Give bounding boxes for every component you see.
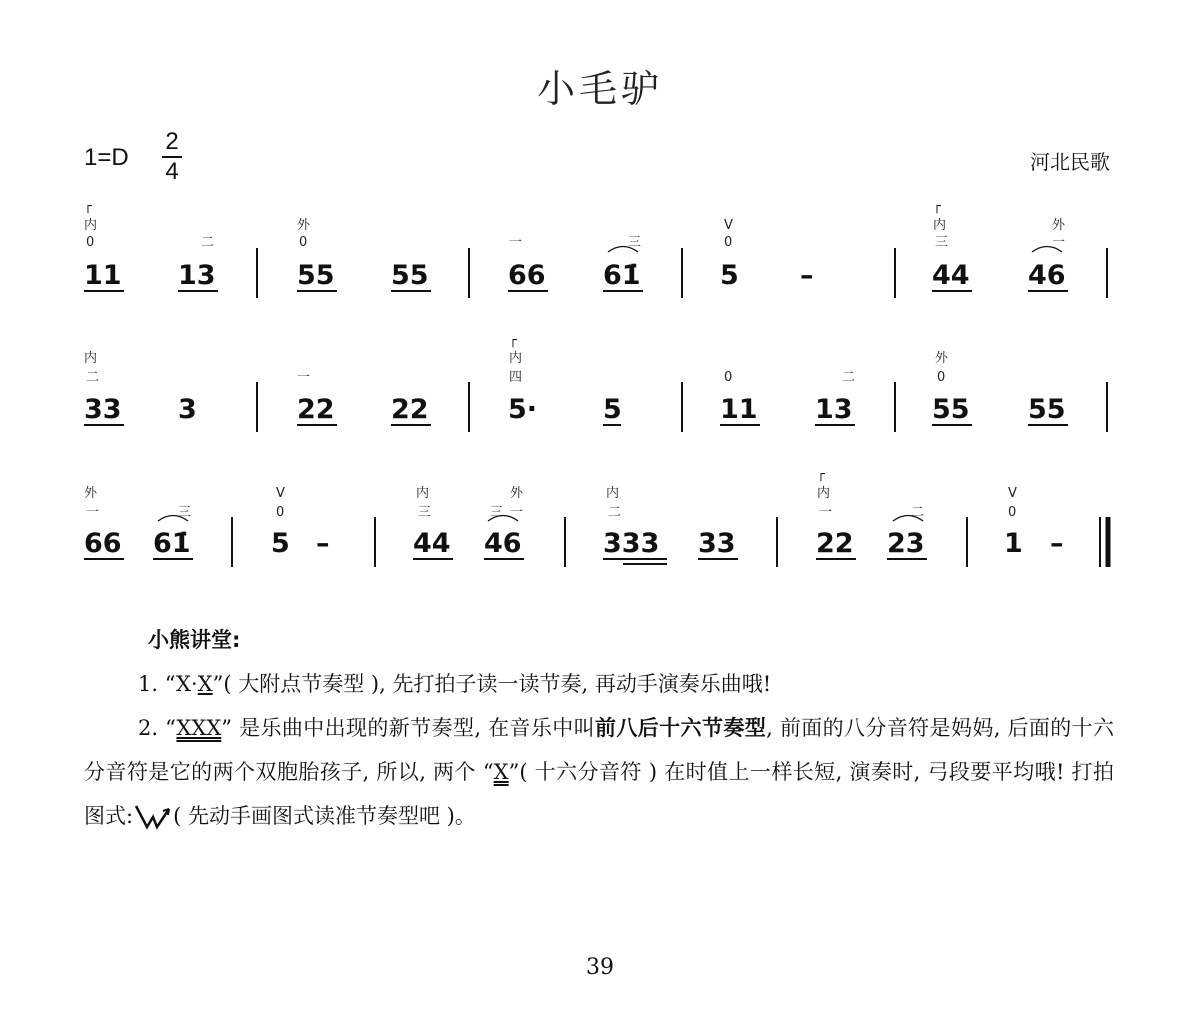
up-bow-mark: V: [724, 218, 733, 233]
finger-mark: 三: [178, 505, 192, 520]
note-group: 22: [816, 528, 854, 559]
outer-string-mark: 外: [84, 486, 98, 501]
dash: –: [800, 260, 814, 291]
open-string-mark: 0: [1008, 505, 1017, 520]
bow-start-mark: ┌: [817, 467, 825, 482]
note-group: 5: [603, 394, 622, 425]
note-group: 22: [391, 394, 429, 425]
bow-start-mark: ┌: [933, 199, 941, 214]
meter-bottom: 4: [165, 158, 179, 185]
outer-string-mark: 外: [935, 351, 949, 366]
finger-mark: 一: [86, 505, 100, 520]
outer-string-mark: 外: [510, 486, 524, 501]
inner-string-mark: 内: [606, 486, 620, 501]
open-string-mark: 0: [299, 235, 308, 250]
inner-string-mark: 内: [509, 351, 523, 366]
key-signature: 1=D: [84, 144, 129, 171]
page-number: 39: [586, 955, 614, 980]
inner-string-mark: 内: [84, 218, 98, 233]
eighth-two-sixteenth-pattern: XXX: [176, 716, 222, 740]
lecture-section: [84, 618, 1114, 838]
finger-mark: 一: [297, 370, 311, 385]
finger-mark: 四: [509, 370, 523, 385]
finger-mark: 三: [935, 235, 949, 250]
note-group: 5·: [508, 394, 538, 425]
finger-mark: 二: [911, 505, 925, 520]
up-bow-mark: V: [1008, 486, 1017, 501]
finger-mark: 三: [418, 505, 432, 520]
finger-mark: 二: [608, 505, 622, 520]
note-group: 61̇: [603, 260, 641, 291]
lecture-title: 小熊讲堂:: [148, 628, 241, 652]
beat-pattern-icon: [133, 803, 173, 833]
bow-start-mark: ┌: [509, 333, 517, 348]
note-group: 44: [932, 260, 970, 291]
note-group: 11: [84, 260, 122, 291]
finger-mark: 一: [1052, 235, 1066, 250]
lecture-item-2: [84, 706, 1114, 838]
outer-string-mark: 外: [297, 218, 311, 233]
note-group: 55: [1028, 394, 1066, 425]
item2-text-3: ”( 十六分音符 ) 在时值上一样长短, 演奏时, 弓段要平均哦! 打拍图式:: [84, 760, 1114, 828]
score-row-1: [84, 199, 1107, 298]
bow-start-mark: ┌: [84, 199, 92, 214]
open-string-mark: 0: [276, 505, 285, 520]
finger-mark: 一: [819, 505, 833, 520]
dash: –: [316, 528, 330, 559]
dotted-rhythm-short: X: [197, 672, 213, 696]
note-group: 46: [1028, 260, 1066, 291]
score-row-3: [84, 467, 1108, 567]
note-group: 61̇: [153, 528, 191, 559]
note-group: 13: [815, 394, 853, 425]
inner-string-mark: 内: [416, 486, 430, 501]
note-group: 33: [84, 394, 122, 425]
item2-text-1: ” 是乐曲中出现的新节奏型, 在音乐中叫: [221, 716, 596, 740]
item1-prefix: 1. “: [138, 672, 177, 696]
score-row-2: [84, 333, 1107, 432]
note-group: 44: [413, 528, 451, 559]
note-group: 55: [932, 394, 970, 425]
dash: –: [1050, 528, 1064, 559]
item2-prefix: 2. “: [138, 716, 177, 740]
up-bow-mark: V: [276, 486, 285, 501]
rhythm-term: 前八后十六节奏型: [595, 716, 767, 740]
finger-mark: 三: [490, 505, 504, 520]
note-group: 22: [297, 394, 335, 425]
note-group: 66: [84, 528, 122, 559]
note-group: 5: [271, 528, 290, 559]
meter-top: 2: [165, 128, 179, 155]
note-group: 55: [297, 260, 335, 291]
finger-mark: 二: [86, 370, 100, 385]
finger-mark: 一: [509, 235, 523, 250]
finger-mark: 三: [628, 235, 642, 250]
note-group: 1: [1004, 528, 1023, 559]
sixteenth-note-symbol: X: [493, 760, 509, 784]
note-group: 33: [698, 528, 736, 559]
dotted-rhythm-main: X·: [176, 672, 198, 696]
note-group: 5: [720, 260, 739, 291]
note-group: 66: [508, 260, 546, 291]
note-group: 333: [603, 528, 660, 559]
item1-text: ”( 大附点节奏型 ), 先打拍子读一读节奏, 再动手演奏乐曲哦!: [212, 672, 772, 696]
note-group: 55: [391, 260, 429, 291]
open-string-mark: 0: [724, 235, 733, 250]
note-group: 11: [720, 394, 758, 425]
finger-mark: 二: [842, 370, 856, 385]
open-string-mark: 0: [724, 370, 733, 385]
inner-string-mark: 内: [933, 218, 947, 233]
item2-text-2: , 前面的八分音符是妈妈, 后面的十六分音符是它的两个双胞胎孩子, 所以, 两个 “: [84, 716, 1114, 784]
inner-string-mark: 内: [84, 351, 98, 366]
note-group: 46: [484, 528, 522, 559]
song-title: 小毛驴: [536, 67, 663, 111]
open-string-mark: 0: [937, 370, 946, 385]
inner-string-mark: 内: [817, 486, 831, 501]
item2-text-4: ( 先动手画图式读准节奏型吧 )。: [173, 804, 476, 828]
lecture-item-1: [84, 662, 1114, 706]
note-group: 3: [178, 394, 197, 425]
open-string-mark: 0: [86, 235, 95, 250]
finger-mark: 一: [510, 505, 524, 520]
song-origin: 河北民歌: [1030, 150, 1110, 174]
outer-string-mark: 外: [1052, 218, 1066, 233]
note-group: 23: [887, 528, 925, 559]
note-group: 13: [178, 260, 216, 291]
finger-mark: 二: [201, 235, 215, 250]
